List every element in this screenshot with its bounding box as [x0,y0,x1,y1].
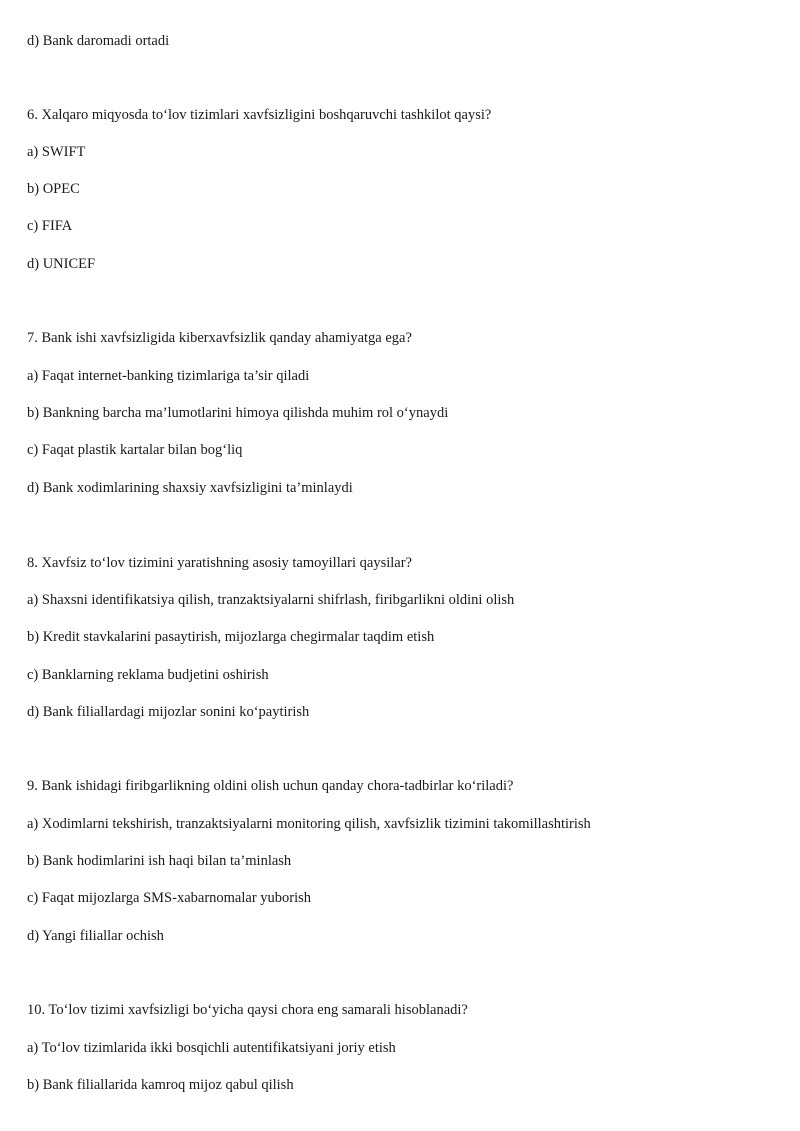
question-8-option-c: c) Banklarning reklama budjetini oshirish [27,667,269,683]
question-7-option-d: d) Bank xodimlarining shaxsiy xavfsizligini ta’minlaydi [27,480,353,496]
question-9-option-c: c) Faqat mijozlarga SMS-xabarnomalar yuborish [27,890,312,906]
question-10-text: 10. To‘lov tizimi xavfsizligi bo‘yicha qaysi chora eng samarali hisoblanadi? [27,1002,468,1018]
question-7-option-b: b) Bankning barcha ma’lumotlarini himoya qilishda muhim rol o‘ynaydi [27,405,449,421]
question-8-option-a: a) Shaxsni identifikatsiya qilish, tranzaktsiyalarni shifrlash, firibgarlikni oldini olish [27,592,515,608]
question-10-option-b: b) Bank filiallarida kamroq mijoz qabul qilish [27,1077,294,1093]
question-7-option-a: a) Faqat internet-banking tizimlariga ta’sir qiladi [27,368,310,384]
question-6-text: 6. Xalqaro miqyosda to‘lov tizimlari xavfsizligini boshqaruvchi tashkilot qaysi? [27,107,492,123]
question-10-option-a: a) To‘lov tizimlarida ikki bosqichli autentifikatsiyani joriy etish [27,1040,396,1056]
question-7-option-c: c) Faqat plastik kartalar bilan bog‘liq [27,442,243,458]
question-8-option-b: b) Kredit stavkalarini pasaytirish, mijozlarga chegirmalar taqdim etish [27,629,435,645]
option-d-previous-question: d) Bank daromadi ortadi [27,33,170,49]
question-9-option-b: b) Bank hodimlarini ish haqi bilan ta’minlash [27,853,292,869]
question-9-option-d: d) Yangi filiallar ochish [27,928,164,944]
question-6-option-b: b) OPEC [27,181,80,197]
question-8-text: 8. Xavfsiz to‘lov tizimini yaratishning asosiy tamoyillari qaysilar? [27,555,412,571]
question-9-option-a: a) Xodimlarni tekshirish, tranzaktsiyalarni monitoring qilish, xavfsizlik tizimini takomillashtirish [27,816,591,832]
question-7-text: 7. Bank ishi xavfsizligida kiberxavfsizlik qanday ahamiyatga ega? [27,330,412,346]
question-6-option-d: d) UNICEF [27,256,96,272]
question-6-option-a: a) SWIFT [27,144,86,160]
question-9-text: 9. Bank ishidagi firibgarlikning oldini olish uchun qanday chora-tadbirlar ko‘riladi? [27,778,514,794]
question-6-option-c: c) FIFA [27,218,73,234]
question-8-option-d: d) Bank filiallardagi mijozlar sonini ko‘paytirish [27,704,310,720]
